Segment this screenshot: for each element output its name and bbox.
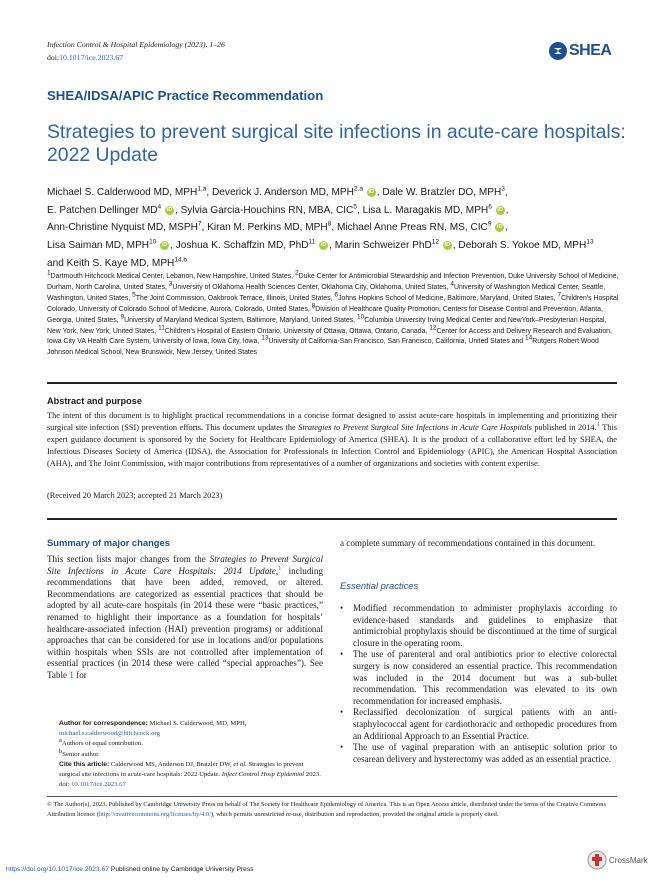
affiliation-number: 10: [357, 313, 365, 321]
orcid-icon[interactable]: iD: [161, 241, 168, 248]
abstract-text: This expert guidance document is sponsored by the Society for Healthcare Epidemiology of America (SHEA). It is the product of a collaborative effort led by SHEA, the Infectious Diseases Society of America (IDSA), the Association for Professionals in Infection Control and Epidemiology (APIC), the American Hospital Association (AHA), and The Joint Commission, with major contributions from representatives of a number of organizations and societies with content expertise.: [47, 422, 617, 468]
author-affiliation-sup: 8: [327, 221, 332, 229]
cite-text: Calderwood MS, Anderson DJ, Bratzler DW,: [109, 760, 234, 768]
author-name: Dale W. Bratzler DO, MPH: [382, 187, 502, 198]
author: [458, 240, 593, 251]
author-name: Deborah S. Yokoe MD, MPH: [458, 240, 587, 252]
license-link[interactable]: http://creativecommons.org/licenses/by/4.0/: [98, 811, 211, 819]
affiliation-number: 13: [261, 335, 269, 343]
doi-link[interactable]: 10.1017/ice.2023.67: [59, 53, 124, 62]
author-separator: ,: [505, 222, 509, 234]
author-name: E. Patchen Dellinger MD: [47, 204, 158, 216]
affiliation-text: Center for Access and Delivery Research and Evaluation, Iowa City VA Health Care System, University of Iowa, Iowa City, Iowa,: [47, 327, 612, 346]
affiliation-text: University of Washington Medical Center, Seattle, Washington, United States,: [47, 283, 605, 302]
essential-practices-list: [340, 603, 617, 765]
divider: [47, 796, 617, 797]
author-affiliation-sup: 4: [157, 203, 162, 211]
copyright-text: ), which permits unrestricted re-use, distribution and reproduction, provided the original article is properly cited.: [210, 811, 499, 819]
affiliation-text: Rutgers Robert Wood Johnson Medical School, New Brunswick, New Jersey, United States: [47, 338, 599, 357]
affiliation-number: 7: [557, 291, 562, 299]
author-name: Ann-Christine Nyquist MD, MSPH: [47, 222, 198, 234]
cite-label: Cite this article:: [59, 760, 110, 768]
footnote-text: Senior author.: [62, 750, 100, 758]
author-affiliation-sup: 11: [308, 238, 316, 246]
author-affiliation-sup: 10: [149, 238, 157, 246]
cite-italic: et al.: [233, 760, 247, 768]
affiliations: [47, 269, 622, 359]
body-text: including recommendations that have been added, removed, or altered. Recommendations are categorized as essential practices that should be adopted by all acute-care hospitals (in 2014 these were “basic practices,” renamed to highlight their importance as a foundation for hospitals’ healthcare-associated infection (HAI) prevention programs) or additional approaches that can be considered for use in locations and/or populations within hospitals when SSIs are not controlled after implementation of essential practices (in 2014 these were called “special approaches”). See Table: [47, 565, 323, 680]
author-affiliation-sup: 9: [487, 221, 492, 229]
orcid-icon[interactable]: iD: [497, 206, 503, 213]
page-footer: [6, 866, 254, 873]
author: [363, 205, 509, 216]
author-list: [47, 184, 632, 273]
author-affiliation-sup: 3: [501, 185, 505, 193]
footnote-text: Authors of equal contribution.: [61, 740, 143, 748]
page-title: Strategies to prevent surgical site infections in acute-care hospitals: 2022 Update: [47, 121, 626, 166]
doi-prefix: doi:: [47, 53, 60, 62]
author-separator: ,: [206, 187, 212, 198]
shea-logo-text: SHEA: [569, 42, 612, 59]
orcid-icon[interactable]: iD: [166, 206, 173, 213]
author-separator: ,: [201, 222, 208, 234]
author: [207, 222, 337, 233]
cite-text: 2023. doi:: [59, 771, 321, 789]
affiliation-text: The Joint Commission, Oakbrook Terrace, Illinois, United States,: [135, 294, 335, 302]
section-heading-essential-practices: Essential practices: [340, 580, 419, 591]
affiliation-number: 4: [450, 280, 454, 288]
author: [47, 240, 176, 251]
author-name: and Keith S. Kaye MD, MPH: [47, 257, 175, 269]
author-name: Michael S. Calderwood MD, MPH: [47, 187, 198, 198]
abstract-italic: Strategies to Prevent Surgical Site Infections in Acute Care Hospitals: [298, 422, 532, 432]
author: [47, 205, 181, 216]
received-dates: (Received 20 March 2023; accepted 21 March 2023): [47, 491, 223, 500]
major-changes-text: [47, 554, 323, 682]
body-italic: Strategies to Prevent Surgical Site Infections in Acute Care Hospitals: 2014 Update,: [47, 554, 323, 576]
cite-text: Strategies to prevent surgical site infections in acute-care hospitals: 2022 Update.: [59, 760, 304, 779]
affiliation-text: Columbia University Irving Medical Center and NewYork–Presbyterian Hospital, New York, New York, United States,: [47, 316, 607, 335]
footnote-symbol: b: [59, 747, 63, 755]
affiliation-text: Dartmouth Hitchcock Medical Center, Lebanon, New Hampshire, United States,: [50, 273, 295, 280]
footnote-symbol: a: [59, 737, 62, 745]
copyright-notice: [47, 800, 619, 820]
author-separator: ,: [504, 187, 508, 198]
affiliation-number: 1: [47, 269, 51, 277]
author-separator: ,: [174, 204, 181, 216]
crossmark-badge[interactable]: [587, 849, 655, 871]
abstract-heading: Abstract and purpose: [47, 396, 142, 406]
abstract-body: [47, 410, 617, 470]
author: [382, 187, 507, 198]
affiliation-text: University of Maryland Medical System, Baltimore, Maryland, United States,: [124, 316, 358, 324]
journal-citation: Infection Control & Hospital Epidemiology (2023), 1–26: [47, 40, 225, 49]
author-separator: ,: [356, 204, 363, 216]
affiliation-text: Children's Hospital of Eastern Ontario, University of Ottawa, Ottawa, Ontario, Canada,: [164, 327, 430, 335]
affiliation-text: Children's Hospital Colorado, University of Colorado School of Medicine, Aurora, Colorado, United States,: [47, 294, 619, 313]
author-name: Deverick J. Anderson MD, MPH: [212, 187, 354, 198]
author-affiliation-sup: 12: [431, 238, 439, 246]
author: [47, 222, 207, 233]
author: [176, 240, 335, 251]
list-item: • The use of vaginal preparation with an antiseptic solution prior to cesarean delivery and hysterectomy was added as an essential practice.: [340, 742, 617, 765]
shea-logo-icon: [548, 41, 568, 61]
correspondence-email-link[interactable]: michael.s.calderwood@hitchcock.org: [59, 730, 160, 738]
correspondence-text: Michael S. Calderwood, MD, MPH,: [147, 720, 247, 727]
affiliation-text: Johns Hopkins School of Medicine, Baltimore, Maryland, United States,: [338, 294, 558, 302]
affiliation-number: 14: [525, 335, 533, 343]
table-link[interactable]: 1: [69, 669, 74, 680]
orcid-icon[interactable]: iD: [320, 241, 327, 248]
affiliation-number: 12: [429, 324, 437, 332]
abstract-text: The intent of this document is to highlight practical recommendations in a concise format designed to assist acute-care hospitals in implementing and prioritizing their surgical site infection (SSI) prevention efforts. This document updates the: [47, 411, 617, 432]
author: [335, 240, 459, 251]
abstract-text: published in 2014.: [531, 422, 597, 432]
affiliation-text: Duke Center for Antimicrobial Stewardship and Infection Prevention, Duke University School of Medicine, Durham, North Carolina, United States,: [47, 273, 619, 291]
author-separator: ,: [376, 187, 383, 198]
footer-publisher: Published online by Cambridge University Press: [109, 866, 254, 873]
reference-link[interactable]: 1: [596, 421, 600, 429]
author: [337, 222, 508, 233]
list-item: • Modified recommendation to administer prophylaxis according to evidence-based standards and guidelines to emphasize that antimicrobial prophylaxis should be discontinued at the time of surgical closure in the operating room.: [340, 603, 617, 649]
author-separator: ,: [170, 240, 176, 252]
affiliation-number: 11: [158, 324, 165, 332]
crossmark-icon: [587, 850, 607, 870]
author-separator: ,: [331, 222, 337, 234]
author: [212, 187, 382, 198]
author-name: Marin Schweizer PhD: [334, 240, 432, 252]
author-affiliation-sup: 14,b: [174, 256, 188, 264]
divider: [47, 518, 617, 520]
crossmark-text: CrossMark: [609, 855, 648, 865]
author-name: Lisa Saiman MD, MPH: [47, 240, 150, 252]
author-separator: ,: [452, 240, 459, 252]
body-text: for: [73, 669, 87, 680]
author: [181, 205, 363, 216]
author: [47, 258, 187, 269]
orcid-icon[interactable]: iD: [497, 224, 503, 231]
divider: [47, 382, 617, 384]
affiliation-text: University of California-San Francisco, San Francisco, California, United States and: [268, 338, 526, 346]
author-name: Michael Anne Preas RN, MS, CIC: [336, 222, 488, 234]
shea-logo: [548, 41, 618, 61]
author-affiliation-sup: 5: [353, 203, 357, 211]
affiliation-number: 8: [311, 302, 316, 310]
affiliation-text: Division of Healthcare Quality Promotion, Centers for Disease Control and Prevention, Atlanta, Georgia, United States,: [47, 305, 603, 324]
author-affiliation-sup: 13: [586, 238, 594, 246]
footnotes: [47, 719, 323, 790]
affiliation-number: 9: [120, 313, 125, 321]
affiliation-number: 5: [132, 291, 136, 299]
cite-footnote: [47, 760, 323, 791]
footnote-a: [47, 739, 323, 749]
list-item: • The use of parenteral and oral antibiotics prior to elective colorectal surgery is now considered an essential practice. This recommendation was included in the 2014 document but was a sub-bullet recommendation. This recommendation was elevated to its own recommendation for increased emphasis.: [340, 649, 617, 707]
author-name: Lisa L. Maragakis MD, MPH: [362, 204, 489, 216]
author-affiliation-sup: 7: [197, 221, 202, 229]
article-type: SHEA/IDSA/APIC Practice Recommendation: [47, 88, 324, 103]
correspondence-footnote: [47, 719, 323, 739]
author-separator: ,: [505, 204, 509, 216]
author-affiliation-sup: 2,a: [353, 185, 363, 193]
copyright-text: © The Author(s), 2023. Published by Cambridge University Press on behalf of The Society for Healthcare Epidemiology of America. This is an Open Access article, distributed under the terms of the Creative Commons Attribution licence (: [47, 801, 606, 819]
cite-doi-link[interactable]: 10.1017/ice.2023.67: [71, 781, 126, 789]
affiliation-number: 6: [334, 291, 339, 299]
body-text: This section lists major changes from the: [47, 554, 210, 564]
author-name: Kiran M. Perkins MD, MPH: [207, 222, 328, 234]
affiliation-number: 2: [294, 269, 299, 277]
cite-journal: Infect Control Hosp Epidemiol: [221, 771, 305, 779]
author-affiliation-sup: 1,a: [197, 185, 207, 193]
doi-line: [47, 53, 123, 62]
major-changes-continued: a complete summary of recommendations contained in this document.: [340, 538, 596, 548]
correspondence-label: Author for correspondence:: [59, 720, 148, 727]
footer-doi-link[interactable]: https://doi.org/10.1017/ice.2023.67: [6, 866, 109, 873]
affiliation-number: 3: [168, 280, 173, 288]
author-name: Sylvia Garcia-Houchins RN, MBA, CIC: [180, 204, 354, 216]
author-name: Joshua K. Schaffzin MD, PhD: [175, 240, 309, 252]
list-item: • Reclassified decolonization of surgical patients with an anti-staphylococcal agent for cardiothoracic and orthopedic procedures from an Additional Approach to an Essential Practice.: [340, 707, 617, 742]
orcid-icon[interactable]: iD: [368, 188, 375, 195]
author: [47, 187, 212, 198]
author-affiliation-sup: 6: [488, 203, 492, 211]
footnote-b: [47, 747, 323, 760]
section-heading-major-changes: Summary of major changes: [47, 537, 170, 548]
orcid-icon[interactable]: iD: [444, 241, 451, 248]
author-separator: ,: [329, 240, 335, 252]
affiliation-text: University of Oklahoma Health Sciences Center, Oklahoma City, Oklahoma, United States,: [172, 283, 451, 291]
reference-link[interactable]: 1: [278, 564, 282, 572]
